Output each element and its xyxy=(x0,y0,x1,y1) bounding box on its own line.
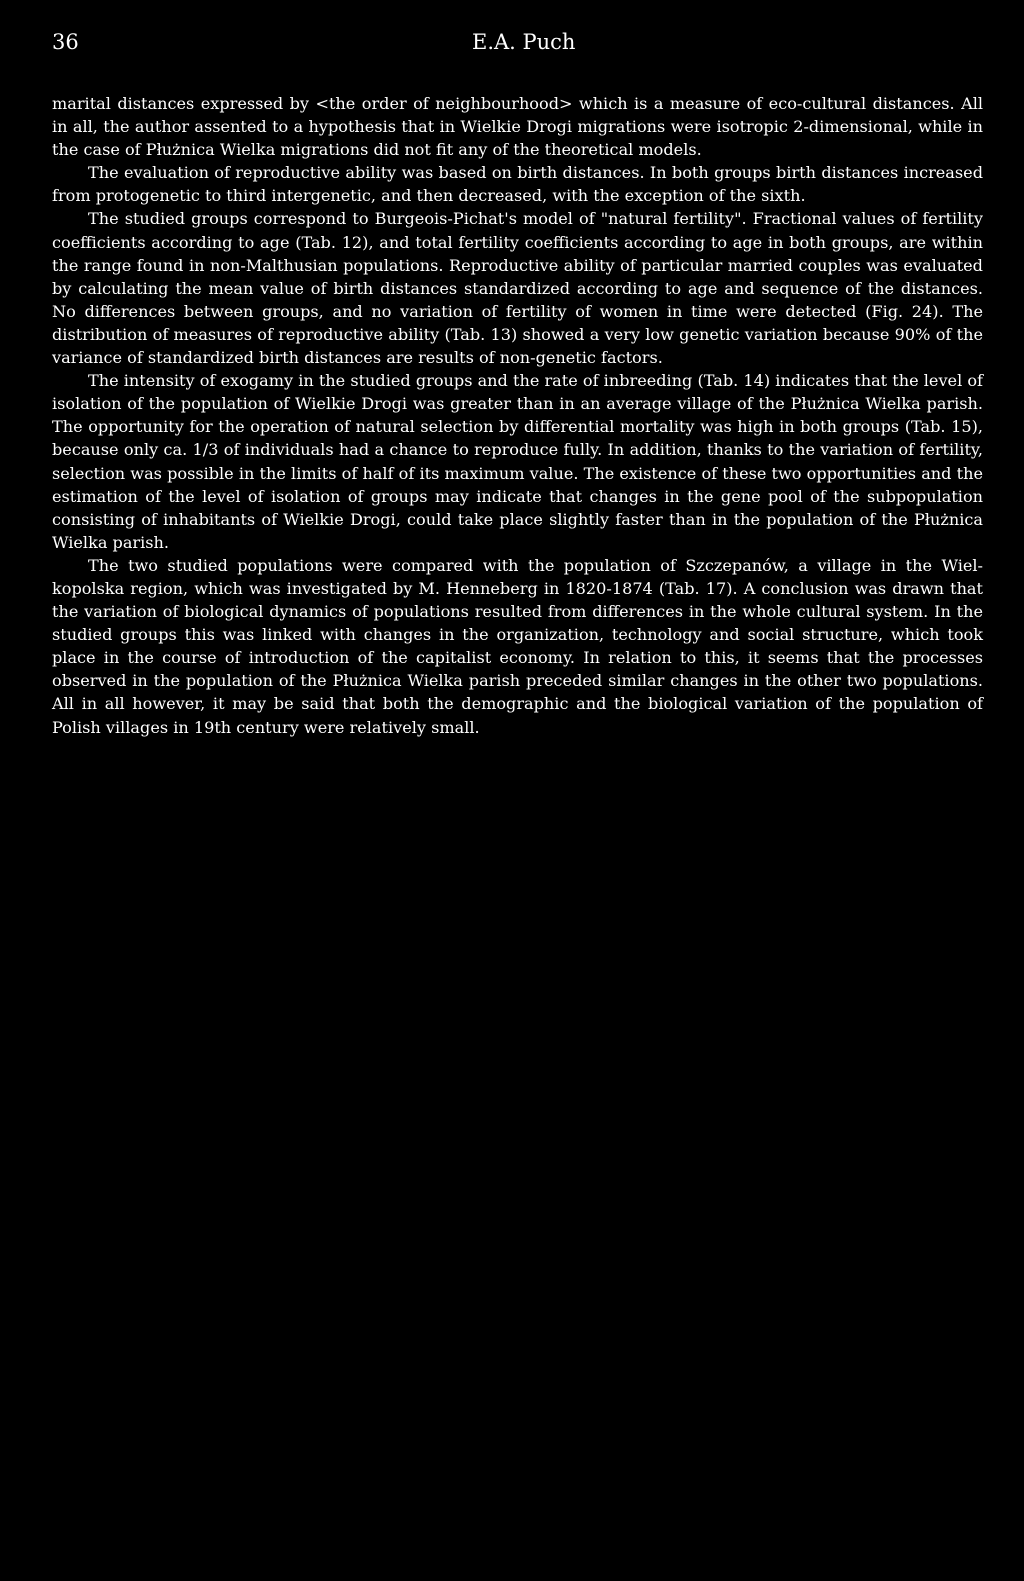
page-number: 36 xyxy=(52,30,79,54)
paragraph: The evaluation of reproductive ability was based on birth distances. In both groups birth distances increased from protogenetic to third intergenetic, and then decreased, with the exception of the sixth. xyxy=(52,163,983,206)
paragraph: The studied groups correspond to Burgeois-Pichat's model of "natural fertility". Fractional values of fertility coefficients according to age (Tab. 12), and total fertility coefficients according to age in both groups, are within the range found in non-Malthusian populations. Reproductive ability of particular married couples was evaluated by calculating the mean value of birth distances standardized according to age and sequence of the distances. No differences between groups, and no variation of fertility of women in time were detected (Fig. 24). The distribution of measures of reproductive ability (Tab. 13) showed a very low genetic variation because 90% of the variance of standardized birth distances are results of non-genetic factors. xyxy=(52,209,983,368)
paragraph: The two studied populations were compared with the population of Szczepanów, a village in the Wielkopolska region, which was investigated by M. Henneberg in 1820-1874 (Tab. 17). A conclusion was drawn that the variation of biological dynamics of populations resulted from differences in the whole cultural system. In the studied groups this was linked with changes in the organization, technology and social structure, which took place in the course of introduction of the capitalist economy. In relation to this, it seems that the processes observed in the population of the Płużnica Wielka parish preceded similar changes in the other two populations. All in all however, it may be said that both the demographic and the biological variation of the population of Polish villages in 19th century were relatively small. xyxy=(52,555,983,737)
body-text xyxy=(52,92,983,739)
running-head: E.A. Puch xyxy=(472,30,576,54)
paragraph: The intensity of exogamy in the studied groups and the rate of inbreeding (Tab. 14) indicates that the level of isolation of the population of Wielkie Drogi was greater than in an average village of the Płużnica Wielka parish. The opportunity for the operation of natural selection by differential mortality was high in both groups (Tab. 15), because only ca. 1/3 of individuals had a chance to reproduce fully. In addition, thanks to the variation of fertility, selection was possible in the limits of half of its maximum value. The existence of these two opportunities and the estimation of the level of isolation of groups may indicate that changes in the gene pool of the subpopulation consisting of inhabitants of Wielkie Drogi, could take place slightly faster than in the population of the Płużnica Wielka parish. xyxy=(52,371,983,552)
page-header xyxy=(52,26,983,58)
paragraph: marital distances expressed by <the order of neighbourhood> which is a measure of eco-cultural distances. All in all, the author assented to a hypothesis that in Wielkie Drogi migrations were isotropic 2-dimensional, while in the case of Płużnica Wielka migrations did not fit any of the theoretical models. xyxy=(52,94,983,160)
